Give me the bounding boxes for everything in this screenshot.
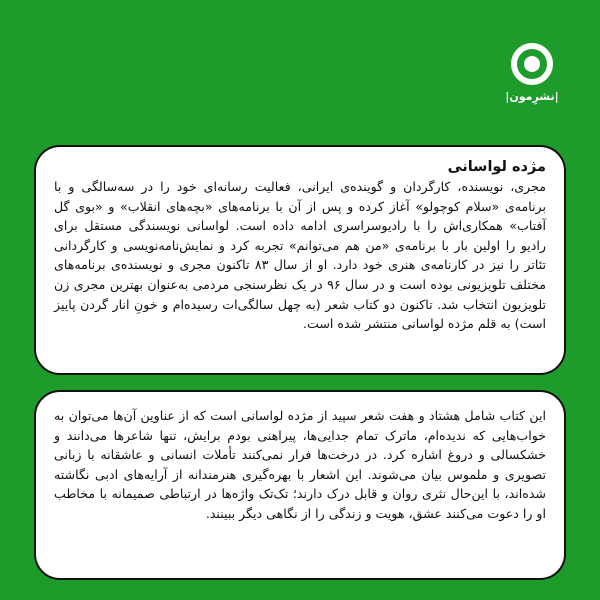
bio-title: مژده لواسانی	[447, 159, 546, 175]
book-body: این کتاب شامل هشتاد و هفت شعر سپید از مژده لواسانی است که از عناوین آن‌ها می‌توان به خواب‌هایی که ندیده‌ام، ماترک تمام جدایی‌ها، پیراهنی بودم برایش، تنها شاعرها می‌دانند و خشکسالی و دروغ اشاره کرد. در درخت‌ها فرار نمی‌کنند تأملات انسانی و عاشقانه با زبانی تصویری و ملموس بیان می‌شوند. این اشعار با بهره‌گیری هنرمندانه از آرایه‌های ادبی نگاشته شده‌اند، با این‌حال نثری روان و قابل درک دارند؛ تک‌تک واژه‌ها در ارتباطی صمیمانه با مخاطب او را دعوت می‌کنند عشق، هویت و زندگی را از نگاهی دیگر ببینند.	[54, 408, 546, 521]
brand-logo-text: |نشرِمون|	[505, 90, 559, 103]
book-card	[34, 390, 566, 580]
brand-logo[interactable]	[502, 40, 562, 103]
nashremun-ring-icon	[508, 40, 556, 88]
bio-body: مجری، نویسنده، کارگردان و گوینده‌ی ایرانی، فعالیت رسانه‌ای خود را در سه‌سالگی و با برنامه‌ی «سلام کوچولو» آغاز کرده و پس از آن با برنامه‌های «بچه‌های انقلاب» و «بوی گل آفتاب» همکاری‌اش را با رادیوسراسری ادامه داده است. لواسانی نویسندگی مستقل برای رادیو را اولین بار با برنامه‌ی «من هم می‌توانم» تجربه کرد و نمایش‌نامه‌نویسی و کارگردانی تئاتر را نیز در کارنامه‌ی هنری خود دارد. او از سال ۸۳ تاکنون مجری و نویسنده‌ی برنامه‌های مختلف تلویزیونی بوده است و در سال ۹۶ در یک نظرسنجی مردمی به‌عنوان بهترین مجری زن تلویزیون انتخاب شد. تاکنون دو کتاب شعر (به چهل سالگی‌ات رسیده‌ام و خونِ انار گردن پاییز است) به قلم مژده لواسانی منتشر شده است.	[54, 179, 547, 332]
bio-card	[34, 145, 566, 375]
